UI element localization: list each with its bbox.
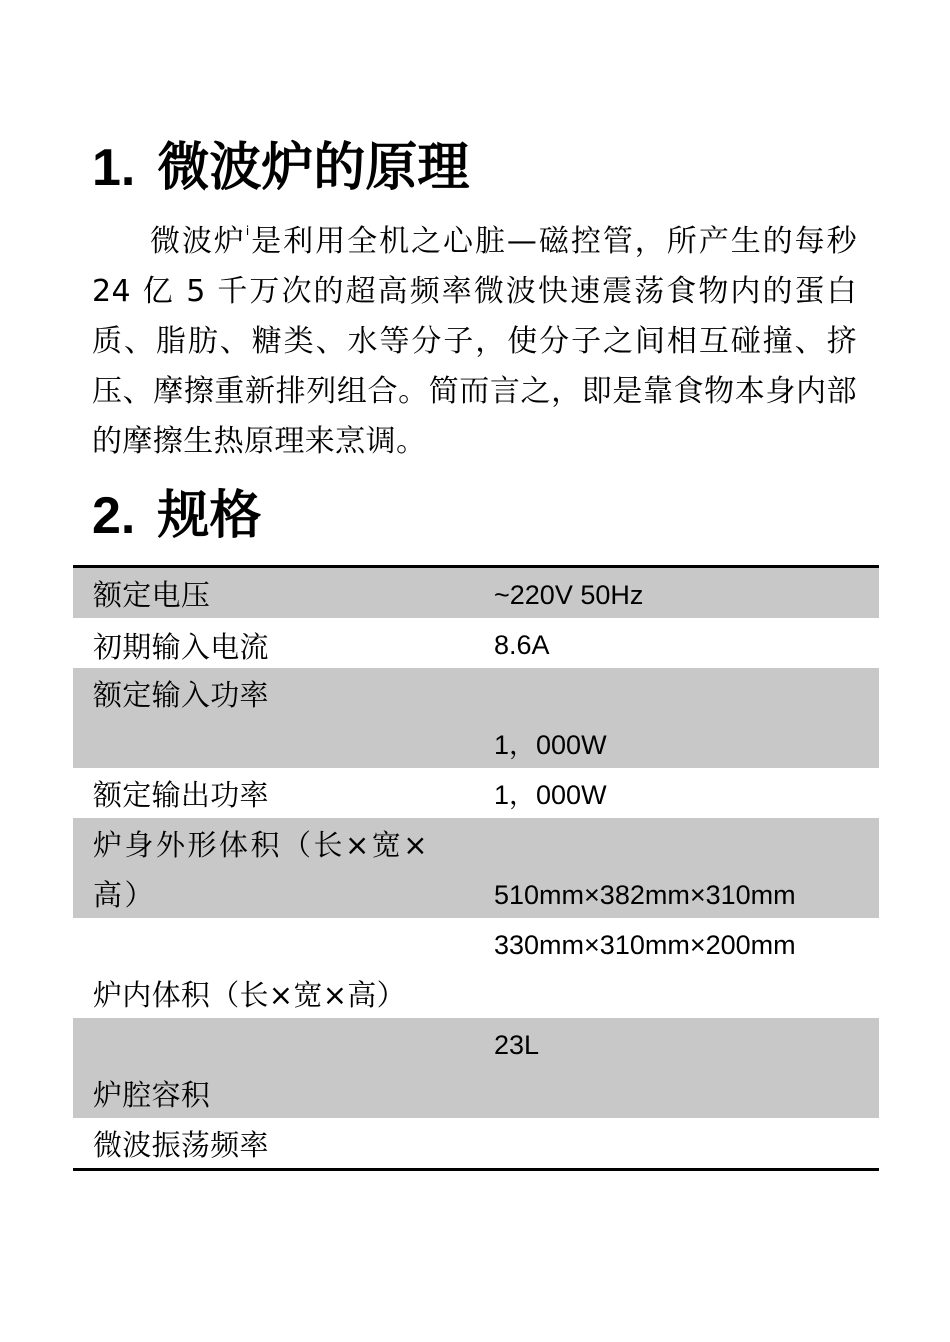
spec-label: 微波振荡频率 (93, 1128, 269, 1162)
spec-label: 额定输出功率 (93, 778, 269, 812)
table-row (73, 1118, 879, 1168)
spec-value: 8.6A (494, 630, 550, 660)
section-title: 微波炉的原理 (157, 138, 470, 198)
table-row (73, 618, 879, 668)
spec-label: 额定输入功率 (93, 678, 269, 712)
paragraph-rest: 是利用全机之心脏—磁控管，所产生的每秒 24 亿 5 千万次的超高频率微波快速震荡食物内的蛋白质、脂肪、糖类、水等分子，使分子之间相互碰撞、挤压、摩擦重新排列组合。简而言之，即是靠食物本身内部的摩擦生热原理来烹调。 (92, 224, 857, 459)
section-title: 规格 (157, 486, 262, 546)
spec-value: 1，000W (494, 730, 607, 760)
section-number: 1. (92, 139, 136, 197)
footnote-marker[interactable]: i (245, 224, 250, 238)
section-number: 2. (92, 487, 136, 545)
spec-label: 炉内体积（长×宽×高） (93, 978, 406, 1012)
spec-value: 510mm×382mm×310mm (494, 880, 796, 910)
table-row (73, 818, 879, 918)
table-row (73, 918, 879, 1018)
spec-table (73, 565, 879, 1171)
paragraph-start: 微波炉 (150, 224, 246, 259)
table-row (73, 1018, 879, 1118)
table-row (73, 668, 879, 768)
spec-value: 330mm×310mm×200mm (494, 930, 796, 960)
spec-label: 炉身外形体积（长×宽×高） (93, 828, 431, 912)
spec-label: 炉腔容积 (93, 1078, 211, 1112)
section-heading-specs (92, 486, 261, 546)
table-row (73, 768, 879, 818)
principle-paragraph (92, 217, 857, 467)
spec-label: 额定电压 (93, 578, 211, 612)
spec-value: 1，000W (494, 780, 607, 810)
spec-value: ~220V 50Hz (494, 580, 644, 610)
spec-label: 初期输入电流 (93, 630, 269, 664)
table-row (73, 568, 879, 618)
section-heading-principle (92, 138, 469, 198)
spec-value: 23L (494, 1030, 540, 1060)
